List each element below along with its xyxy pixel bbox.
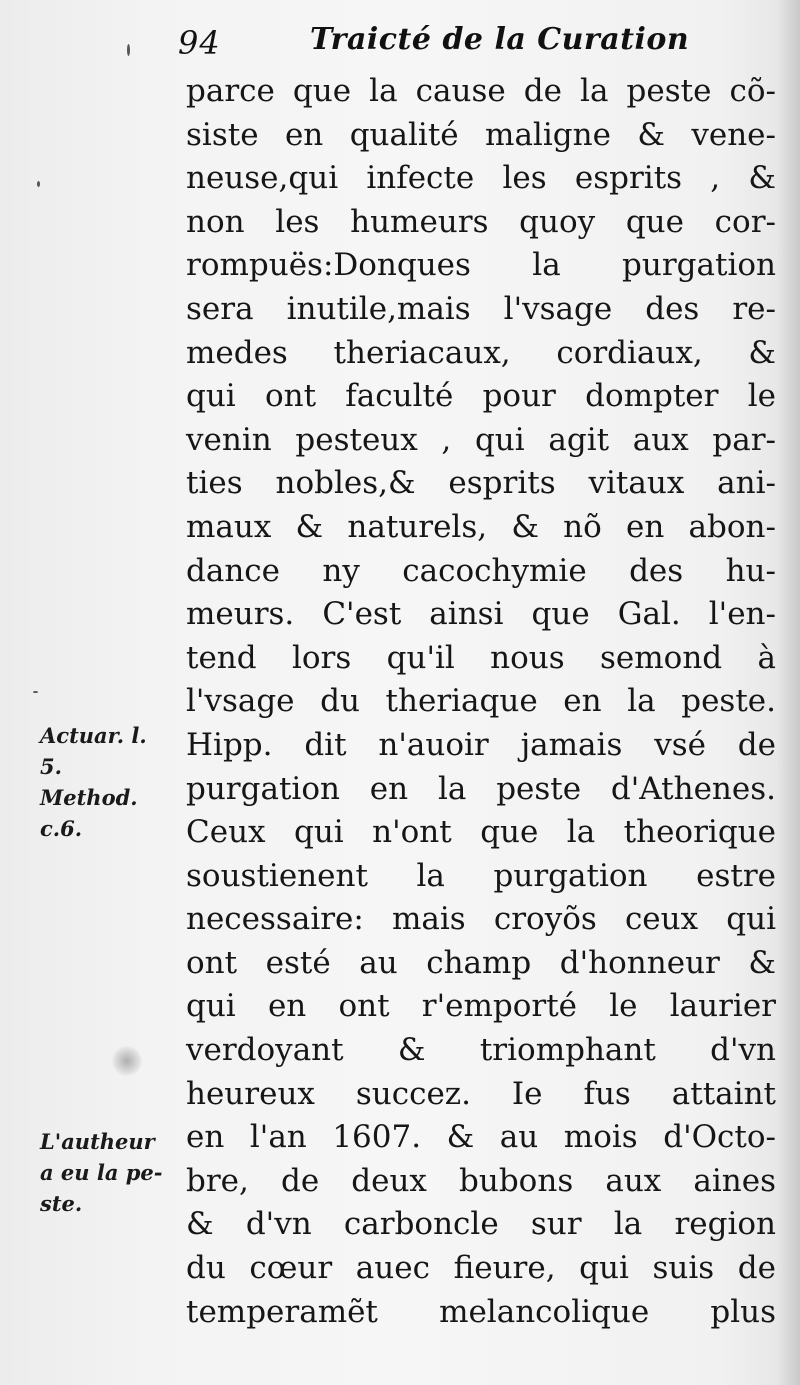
ink-mark <box>127 44 130 56</box>
text-line: parce que la cause de la peste cõ- <box>186 73 776 109</box>
page-number: 94 <box>178 24 221 62</box>
page-header <box>178 18 698 68</box>
text-line: tend lors qu'il nous semond à <box>186 639 776 676</box>
text-line: ont esté au champ d'honneur & <box>186 944 776 981</box>
margin-note-line: Method. <box>40 785 138 810</box>
text-line: medes theriacaux, cordiaux, & <box>186 334 776 371</box>
text-line: Hipp. dit n'auoir jamais vsé de <box>186 726 776 763</box>
margin-note-line: ste. <box>40 1191 83 1216</box>
margin-note-line: L'autheur <box>40 1129 155 1154</box>
text-line: qui en ont r'emporté le laurier <box>186 988 776 1025</box>
text-line: rompuës:Donques la purgation <box>186 247 776 284</box>
text-line: verdoyant & triomphant d'vn <box>186 1032 776 1069</box>
text-line: siste en qualité maligne & vene- <box>186 116 776 153</box>
running-head: Traicté de la Curation <box>310 22 690 57</box>
text-line: neuse,qui infecte les esprits , & <box>186 160 776 197</box>
text-line: ties nobles,& esprits vitaux ani- <box>186 465 776 502</box>
text-line: Ceux qui n'ont que la theorique <box>186 814 776 851</box>
text-line: heureux succez. Ie fus attaint <box>186 1075 776 1112</box>
margin-note-line: c.6. <box>40 816 83 841</box>
text-line: & d'vn carboncle sur la region <box>186 1206 776 1243</box>
text-line: en l'an 1607. & au mois d'Octo- <box>186 1119 776 1156</box>
text-line: soustienent la purgation estre <box>186 857 776 894</box>
text-line: purgation en la peste d'Athenes. <box>186 770 776 807</box>
text-line: maux & naturels, & nõ en abon- <box>186 508 776 545</box>
text-line: meurs. C'est ainsi que Gal. l'en- <box>186 596 776 633</box>
ink-smudge <box>112 1046 142 1076</box>
body-text <box>186 70 776 1334</box>
margin-note-line: a eu la pe- <box>40 1160 163 1185</box>
page-edge-shadow <box>776 0 800 1385</box>
margin-note-line: 5. <box>40 754 62 779</box>
text-line: l'vsage du theriaque en la peste. <box>186 683 776 720</box>
text-line: du cœur auec fieure, qui suis de <box>186 1250 776 1287</box>
margin-note-line: Actuar. l. <box>40 723 147 748</box>
text-line: sera inutile,mais l'vsage des re- <box>186 290 776 327</box>
text-line: venin pesteux , qui agit aux par- <box>186 421 776 458</box>
text-line: temperamẽt melancolique plus <box>186 1293 776 1330</box>
ink-mark <box>37 181 40 187</box>
margin-note-author <box>40 1126 185 1219</box>
text-line: qui ont faculté pour dompter le <box>186 378 776 415</box>
text-line: non les humeurs quoy que cor- <box>186 203 776 240</box>
ink-mark <box>33 691 38 693</box>
text-line: dance ny cacochymie des hu- <box>186 552 776 589</box>
margin-note-actuarius <box>40 720 185 844</box>
text-line: bre, de deux bubons aux aines <box>186 1162 776 1199</box>
text-line: necessaire: mais croyõs ceux qui <box>186 901 776 938</box>
